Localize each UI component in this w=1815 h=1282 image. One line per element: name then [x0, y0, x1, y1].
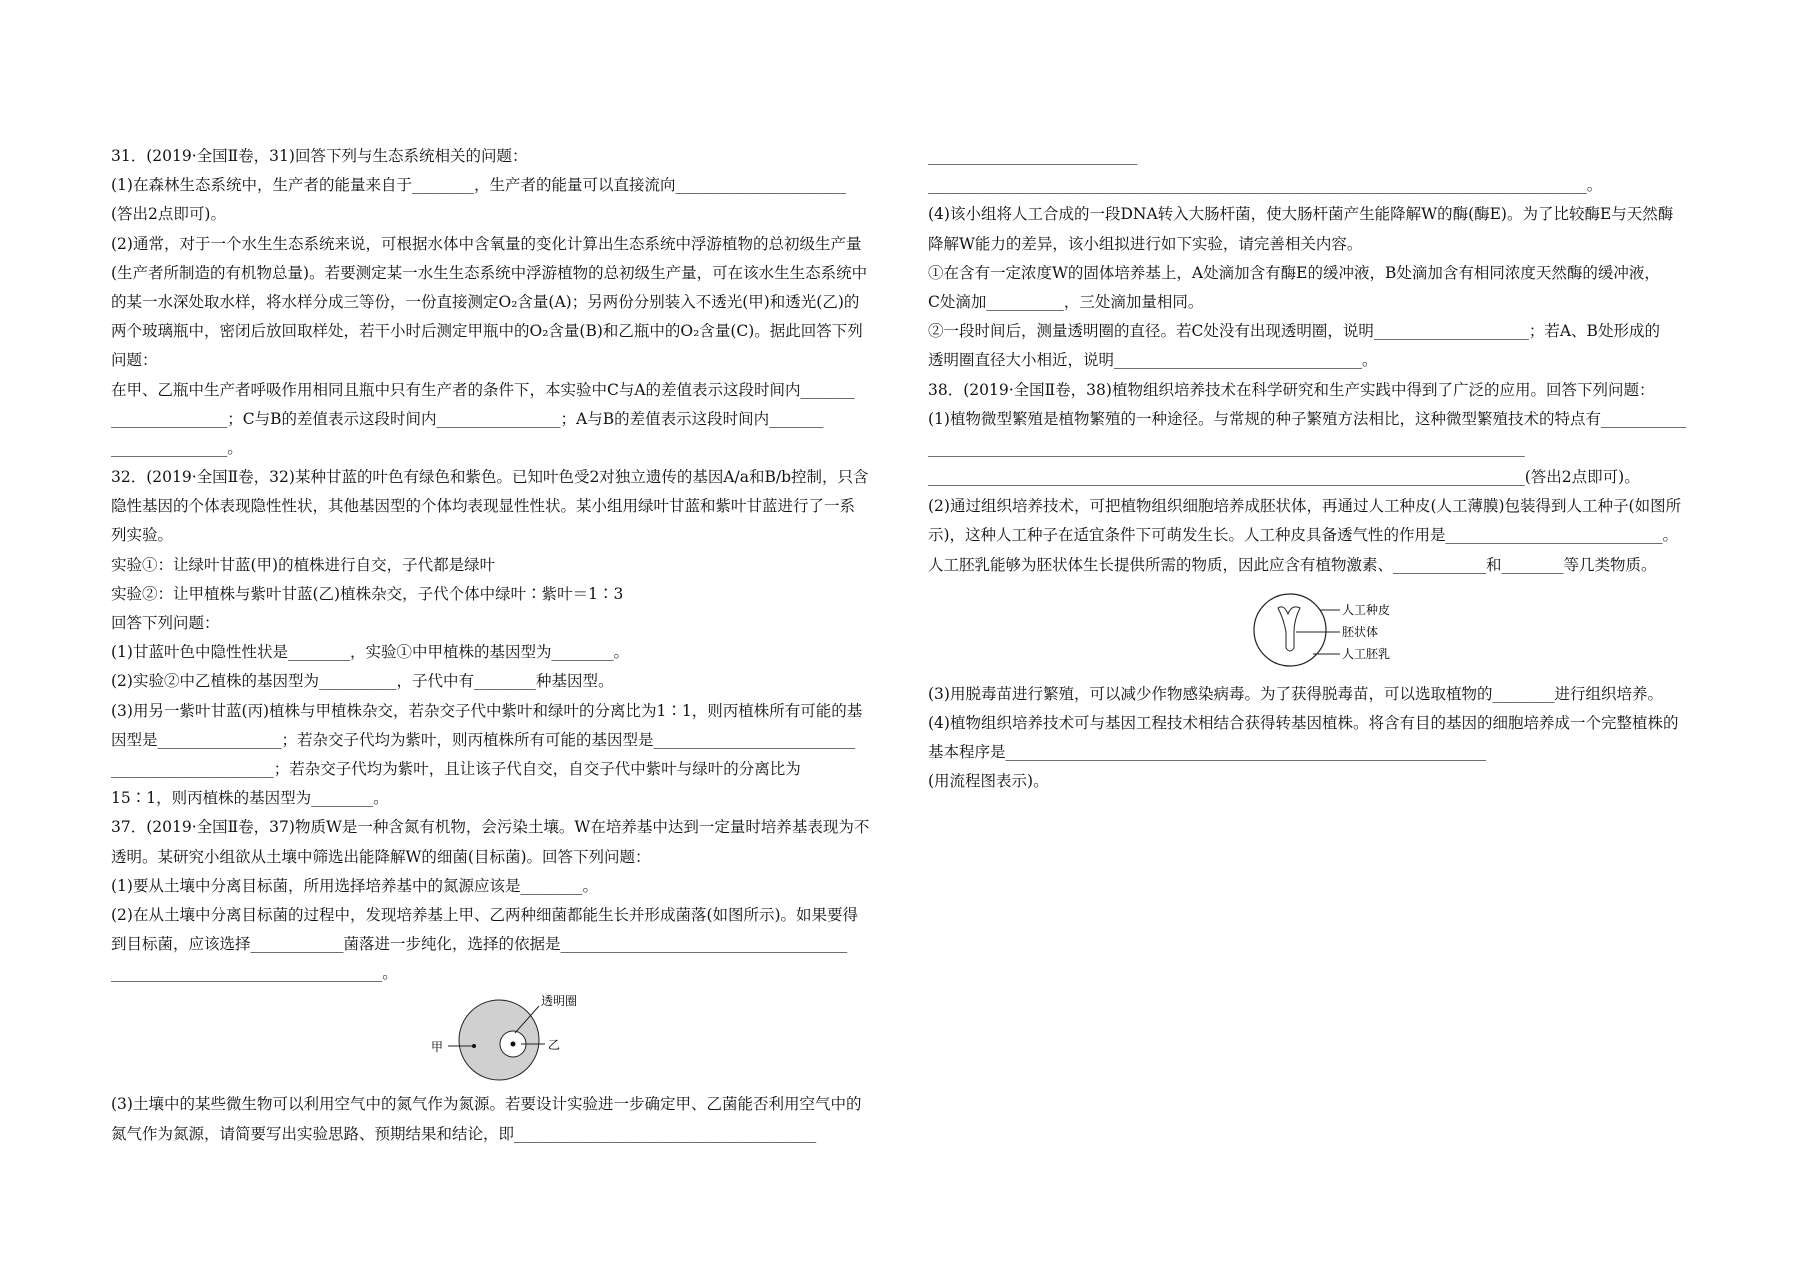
text-line: (4)植物组织培养技术可与基因工程技术相结合获得转基因植株。将含有目的基因的细胞培养成一个完整植株的: [928, 714, 1679, 732]
text-line: (生产者所制造的有机物总量)。若要测定某一水生生态系统中浮游植物的总初级生产量，可在该水生生态系统中: [111, 263, 868, 282]
text-line: _____________________________________________________________________________________。: [928, 176, 1603, 195]
text-line: ②一段时间后，测量透明圈的直径。若C处没有出现透明圈，说明____________________；若A、B处形成的: [928, 322, 1660, 341]
text-line: _______________；C与B的差值表示这段时间内________________；A与B的差值表示这段时间内_______: [111, 409, 824, 428]
text-line: (1)植物微型繁殖是植物繁殖的一种途径。与常规的种子繁殖方法相比，这种微型繁殖技术的特点有___________: [928, 409, 1687, 428]
text-line: 38．(2019·全国Ⅱ卷，38)植物组织培养技术在科学研究和生产实践中得到了广泛的应用。回答下列问题：: [928, 380, 1655, 399]
question-31: [111, 142, 901, 463]
colony-figure: [111, 988, 901, 1090]
text-line: 31．(2019·全国Ⅱ卷，31)回答下列与生态系统相关的问题：: [111, 147, 528, 165]
text-line: 15∶1，则丙植株的基因型为________。: [111, 789, 389, 808]
text-line: 基本程序是______________________________________________________________: [928, 743, 1487, 762]
label-embryoid: 胚状体: [1342, 624, 1379, 639]
plate-circle: [459, 1000, 539, 1080]
text-line: _____________________________________________________________________________: [928, 438, 1525, 457]
text-line: 回答下列问题：: [111, 614, 220, 632]
text-line: (1)在森林生态系统中，生产者的能量来自于________，生产者的能量可以直接流向______________________: [111, 176, 846, 195]
question-38: [928, 376, 1718, 580]
question-37: [111, 813, 901, 988]
text-line: (用流程图表示)。: [928, 772, 1049, 791]
artificial-seed-figure: [928, 580, 1718, 680]
text-line: (1)要从土壤中分离目标菌，所用选择培养基中的氮源应该是________。: [111, 876, 598, 895]
text-line: _______________。: [111, 438, 243, 457]
text-line: 37．(2019·全国Ⅱ卷，37)物质W是一种含氮有机物，会污染土壤。W在培养基中达到一定量时培养基表现为不: [111, 818, 870, 837]
text-line: 两个玻璃瓶中，密闭后放回取样处，若干小时后测定甲瓶中的O₂含量(B)和乙瓶中的O₂含量(C)。据此回答下列: [111, 322, 863, 341]
text-line: (3)用脱毒苗进行繁殖，可以减少作物感染病毒。为了获得脱毒苗，可以选取植物的________进行组织培养。: [928, 684, 1663, 703]
label-jia: 甲: [431, 1040, 444, 1055]
text-line: 32．(2019·全国Ⅱ卷，32)某种甘蓝的叶色有绿色和紫色。已知叶色受2对独立遗传的基因A/a和B/b控制，只含: [111, 468, 869, 487]
text-line: ①在含有一定浓度W的固体培养基上，A处滴加含有酶E的缓冲液，B处滴加含有相同浓度天然酶的缓冲液，: [928, 263, 1660, 282]
text-line: (2)通过组织培养技术，可把植物组织细胞培养成胚状体，再通过人工种皮(人工薄膜)包装得到人工种子(如图所: [928, 497, 1682, 516]
colony-yi-dot: [511, 1042, 516, 1047]
text-line: 实验①：让绿叶甘蓝(甲)的植株进行自交，子代都是绿叶: [111, 555, 496, 574]
question-32: [111, 463, 901, 813]
label-seed-coat: 人工种皮: [1342, 602, 1391, 617]
text-line: ___________________________: [928, 147, 1138, 165]
text-line: 氮气作为氮源，请简要写出实验思路、预期结果和结论，即_______________________________________: [111, 1124, 817, 1143]
label-transparent-zone: 透明圈: [541, 994, 578, 1009]
question-37-part3: [111, 1090, 901, 1148]
text-line: 人工胚乳能够为胚状体生长提供所需的物质，因此应含有植物激素、____________和________等几类物质。: [928, 555, 1657, 574]
text-line: 示)，这种人工种子在适宜条件下可萌发生长。人工种皮具备透气性的作用是____________________________。: [928, 526, 1679, 545]
right-column: [928, 142, 1718, 797]
question-37-continued: [928, 142, 1718, 376]
text-line: 降解W能力的差异，该小组拟进行如下实验，请完善相关内容。: [928, 234, 1363, 253]
text-line: 透明圈直径大小相近，说明________________________________。: [928, 351, 1378, 370]
text-line: 因型是________________；若杂交子代均为紫叶，则丙植株所有可能的基因型是__________________________: [111, 730, 856, 749]
label-endosperm: 人工胚乳: [1342, 646, 1391, 661]
question-38-continued: [928, 680, 1718, 797]
text-line: 问题：: [111, 351, 158, 370]
artificial-seed-diagram: [928, 580, 1718, 680]
text-line: 透明。某研究小组欲从土壤中筛选出能降解W的细菌(目标菌)。回答下列问题：: [111, 847, 651, 866]
text-line: (3)用另一紫叶甘蓝(丙)植株与甲植株杂交，若杂交子代中紫叶和绿叶的分离比为1∶1，则丙植株所有可能的基: [111, 701, 863, 720]
text-line: (1)甘蓝叶色中隐性性状是________，实验①中甲植株的基因型为________。: [111, 643, 629, 662]
text-line: _____________________________________________________________________________(答出2点即可)。: [928, 468, 1640, 487]
text-line: (2)通常，对于一个水生生态系统来说，可根据水体中含氧量的变化计算出生态系统中浮游植物的总初级生产量: [111, 234, 862, 253]
colony-jia-dot: [472, 1044, 476, 1048]
text-line: (2)实验②中乙植株的基因型为__________，子代中有________种基因型。: [111, 672, 614, 691]
left-column: [111, 142, 901, 1149]
text-line: 隐性基因的个体表现隐性性状，其他基因型的个体均表现显性性状。某小组用绿叶甘蓝和紫叶甘蓝进行了一系: [111, 497, 856, 516]
text-line: (3)土壤中的某些微生物可以利用空气中的氮气作为氮源。若要设计实验进一步确定甲、乙菌能否利用空气中的: [111, 1095, 862, 1114]
text-line: 的某一水深处取水样，将水样分成三等份，一份直接测定O₂含量(A)；另两份分别装入不透光(甲)和透光(乙)的: [111, 292, 860, 311]
text-line: 在甲、乙瓶中生产者呼吸作用相同且瓶中只有生产者的条件下，本实验中C与A的差值表示这段时间内_______: [111, 380, 855, 399]
text-line: (答出2点即可)。: [111, 205, 226, 224]
text-line: C处滴加__________，三处滴加量相同。: [928, 292, 1204, 311]
text-line: _____________________；若杂交子代均为紫叶，且让该子代自交，自交子代中紫叶与绿叶的分离比为: [111, 759, 801, 778]
text-line: ___________________________________。: [111, 964, 398, 983]
text-line: 实验②：让甲植株与紫叶甘蓝(乙)植株杂交，子代个体中绿叶∶紫叶＝1∶3: [111, 584, 624, 603]
colony-diagram: [111, 988, 901, 1090]
text-line: 到目标菌，应该选择____________菌落进一步纯化，选择的依据是_____________________________________: [111, 935, 848, 954]
text-line: (4)该小组将人工合成的一段DNA转入大肠杆菌，使大肠杆菌产生能降解W的酶(酶E)。为了比较酶E与天然酶: [928, 205, 1674, 224]
text-line: 列实验。: [111, 526, 174, 545]
label-yi: 乙: [548, 1038, 561, 1053]
text-line: (2)在从土壤中分离目标菌的过程中，发现培养基上甲、乙两种细菌都能生长并形成菌落(如图所示)。如果要得: [111, 905, 859, 924]
